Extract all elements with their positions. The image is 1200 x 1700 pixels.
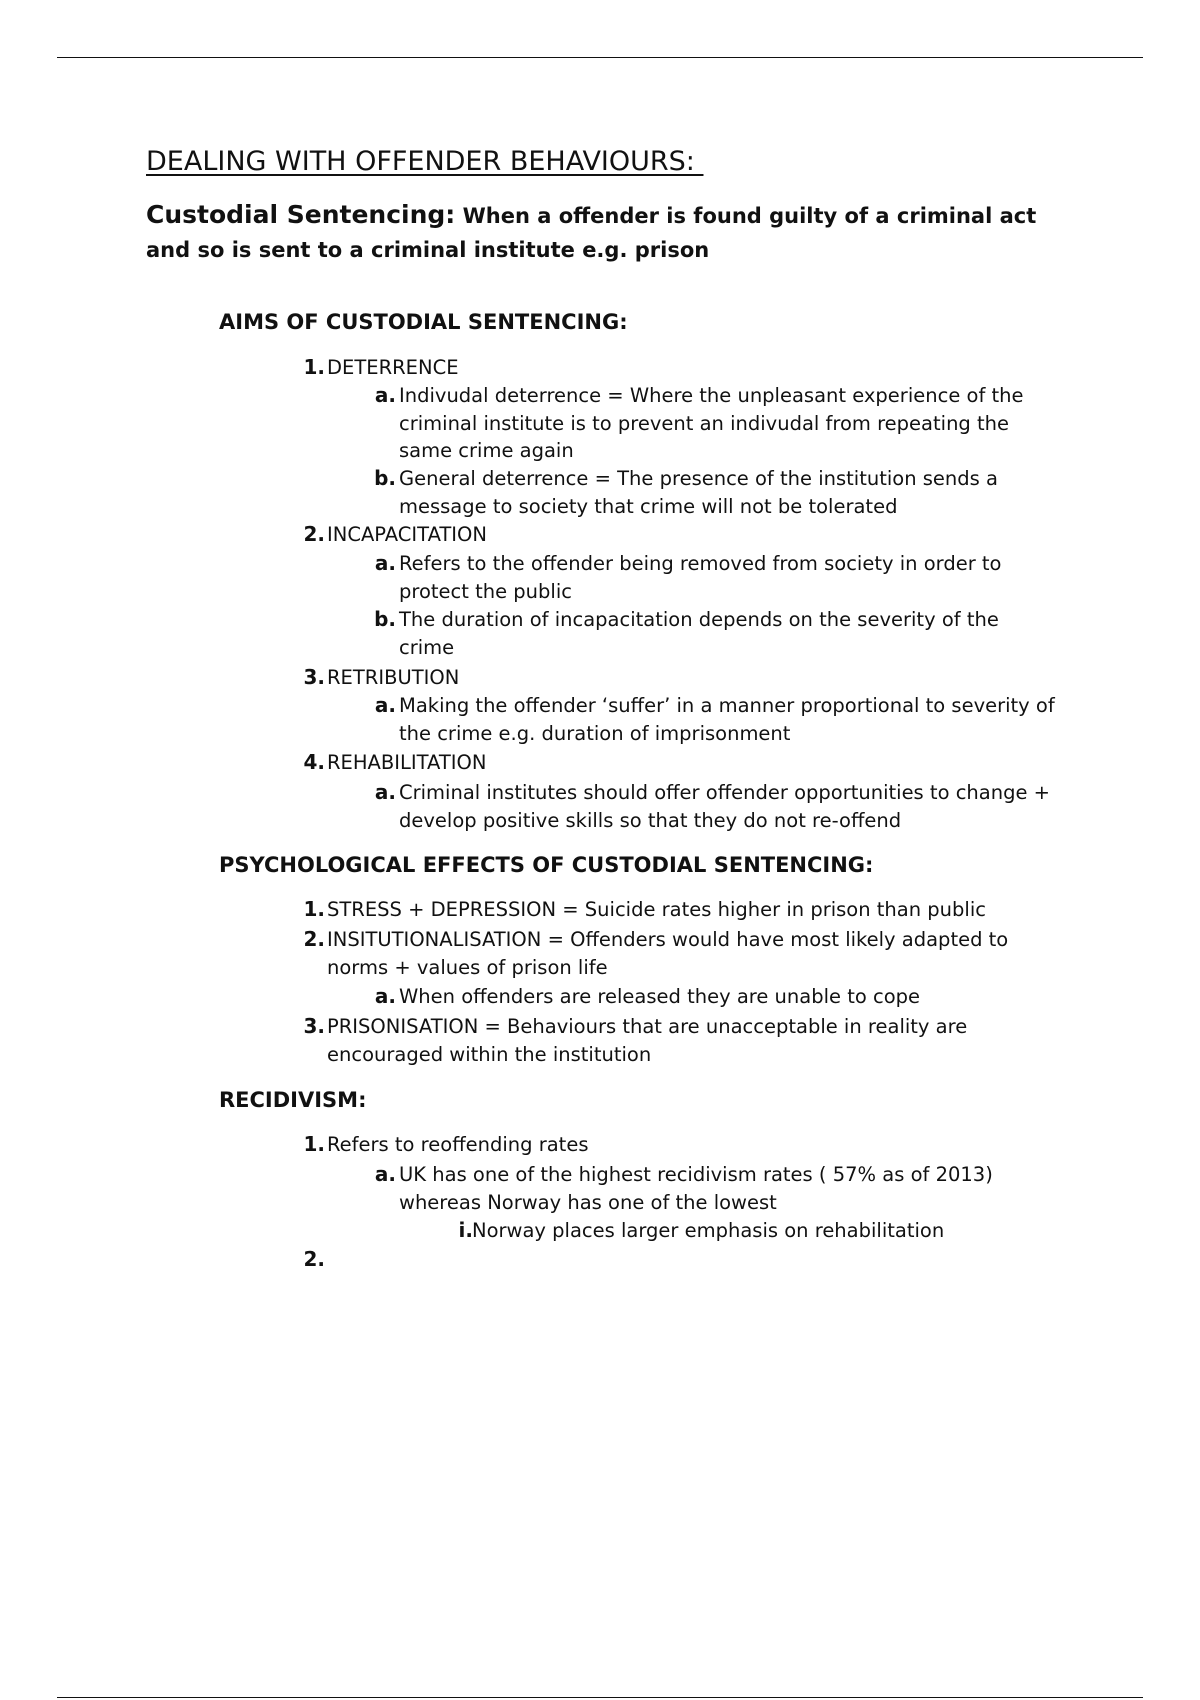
list-number: 1. [303,897,325,921]
list-subitem-text: Making the offender ‘suffer’ in a manner proportional to severity of the crime e.g. duration of imprisonment [399,694,1055,745]
document-title: DEALING WITH OFFENDER BEHAVIOURS: [146,146,704,177]
list-number: 2. [303,522,325,546]
list-subitem [374,382,1054,465]
intro-paragraph [146,198,1066,268]
list-subsubitem [458,1217,1072,1245]
list-letter: a. [374,693,396,717]
list-item [303,664,1127,692]
list-item [303,896,1067,924]
list-item [303,749,1127,777]
list-roman: i. [458,1218,473,1242]
list-letter: b. [374,607,396,631]
list-number: 1. [303,1132,325,1156]
list-item-text: DETERRENCE [327,356,459,379]
list-number: 3. [303,1014,325,1038]
list-item-text: RETRIBUTION [327,666,460,689]
list-subitem [374,692,1069,747]
list-subitem [374,1161,1029,1216]
list-item-text: Refers to reoffending rates [327,1133,589,1156]
list-letter: a. [374,383,396,407]
list-item-text: STRESS + DEPRESSION = Suicide rates higher in prison than public [327,898,986,921]
list-item [303,1013,1017,1068]
list-number: 4. [303,750,325,774]
list-letter: b. [374,466,396,490]
list-item [303,521,1127,549]
list-item-text: PRISONISATION = Behaviours that are unacceptable in reality are encouraged within the institution [327,1015,968,1066]
list-item [303,1131,1127,1159]
list-subitem [374,465,1054,520]
list-item-text: INSITUTIONALISATION = Offenders would have most likely adapted to norms + values of prison life [327,928,1009,979]
section-heading-aims: AIMS OF CUSTODIAL SENTENCING: [219,310,628,334]
list-number: 2. [303,927,325,951]
list-letter: a. [374,1162,396,1186]
list-subitem [374,983,1054,1011]
list-number: 2. [303,1247,325,1271]
list-item [303,354,1127,382]
list-number: 1. [303,355,325,379]
list-number: 3. [303,665,325,689]
list-subitem-text: Indivudal deterrence = Where the unpleasant experience of the criminal institute is to prevent an indivudal from repeating the same crime again [399,384,1024,462]
section-heading-effects: PSYCHOLOGICAL EFFECTS OF CUSTODIAL SENTENCING: [219,853,874,877]
list-subitem-text: When offenders are released they are unable to cope [399,985,921,1008]
list-subitem-text: Criminal institutes should offer offender opportunities to change + develop positive skills so that they do not re-offend [399,781,1050,832]
page-top-rule [57,57,1143,58]
list-subitem-text: The duration of incapacitation depends on the severity of the crime [399,608,999,659]
list-subitem-text: General deterrence = The presence of the institution sends a message to society that crime will not be tolerated [399,467,998,518]
list-item-text: REHABILITATION [327,751,487,774]
list-item-text: INCAPACITATION [327,523,487,546]
list-letter: a. [374,780,396,804]
list-letter: a. [374,551,396,575]
list-letter: a. [374,984,396,1008]
list-subitem [374,779,1069,834]
list-subitem [374,606,1054,661]
section-heading-recidivism: RECIDIVISM: [219,1088,367,1112]
list-item [303,926,1047,981]
page-bottom-rule [57,1697,1143,1698]
list-subitem-text: Refers to the offender being removed from society in order to protect the public [399,552,1002,603]
intro-definition: When a offender is found guilty of a criminal act and so is sent to a criminal institute e.g. prison [146,204,1037,262]
list-subitem-text: UK has one of the highest recidivism rates ( 57% as of 2013) whereas Norway has one of the lowest [399,1163,993,1214]
list-subsubitem-text: Norway places larger emphasis on rehabilitation [472,1219,945,1242]
list-subitem [374,550,1054,605]
intro-term: Custodial Sentencing: [146,200,456,229]
